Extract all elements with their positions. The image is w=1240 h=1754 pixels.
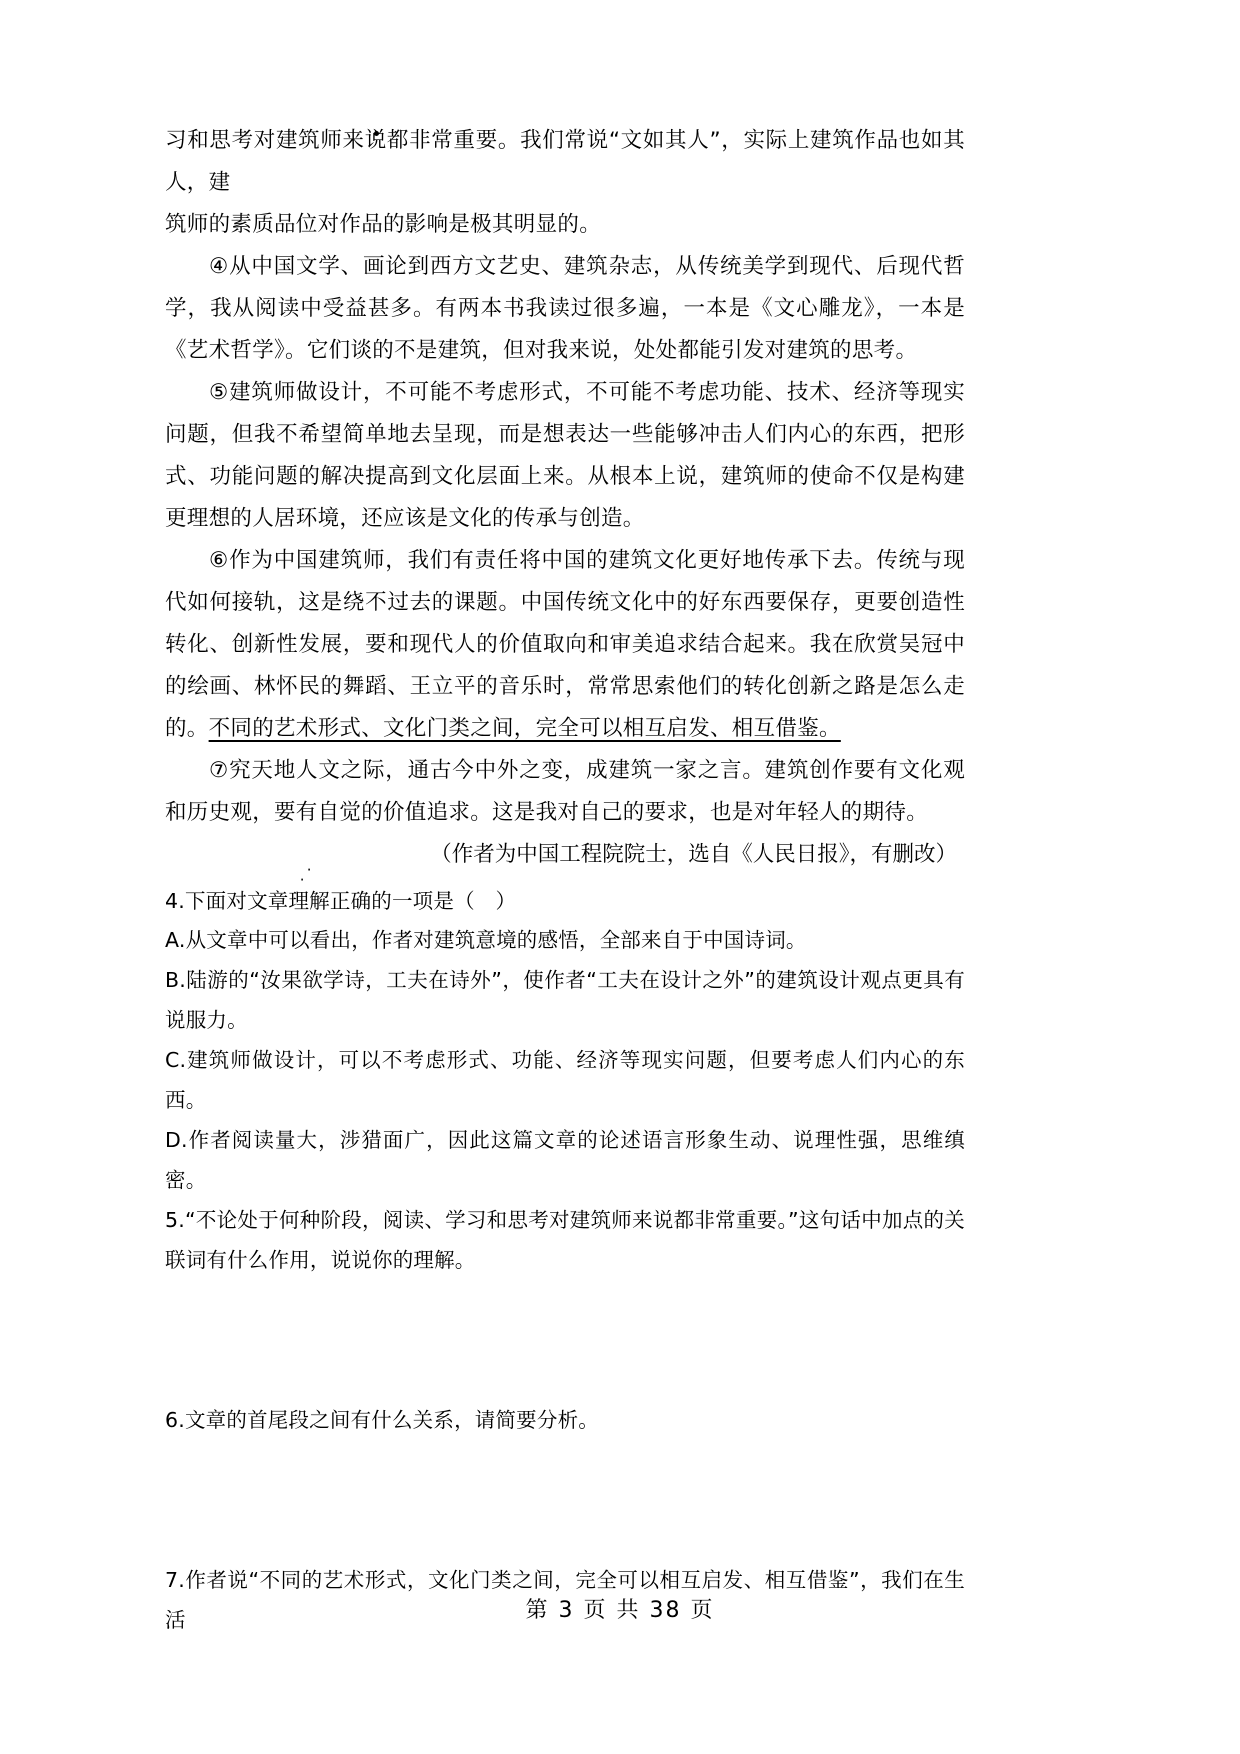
option-b-label: B.	[165, 968, 186, 992]
question-7-text: 作者说“不同的艺术形式，文化门类之间，完全可以相互启发、相互借鉴”，我们在生活	[165, 1568, 965, 1632]
option-c-text: 建筑师做设计，可以不考虑形式、功能、经济等现实问题，但要考虑人们内心的东西。	[165, 1048, 965, 1112]
question-4-stem-suffix: 正确的一项是（ ）	[329, 889, 517, 913]
option-a-label: A.	[165, 928, 186, 952]
option-d-text: 作者阅读量大，涉猎面广，因此这篇文章的论述语言形象生动、说理性强，思维缜密。	[165, 1128, 965, 1192]
passage-paragraph-4: ④从中国文学、画论到西方文艺史、建筑杂志，从传统美学到现代、后现代哲学，我从阅读中受益甚多。有两本书我读过很多遍，一本是《文心雕龙》，一本是《艺术哲学》。它们谈的不是建筑，但对我来说，处处都能引发对建筑的思考。	[165, 254, 965, 363]
passage-paragraph-6	[165, 540, 965, 750]
page-content	[165, 120, 965, 1640]
question-4-number: 4.	[165, 889, 185, 913]
passage-attribution: （作者为中国工程院院士，选自《人民日报》，有删改）	[430, 842, 957, 867]
question-4-stem	[165, 861, 965, 920]
passage-paragraph-6-underlined-sentence: 不同的艺术形式、文化门类之间，完全可以相互启发、相互借鉴。	[208, 716, 841, 741]
question-5-number: 5.	[165, 1208, 185, 1232]
option-a-text: 从文章中可以看出，作者对建筑意境的感悟，全部来自于中国诗词。	[185, 928, 807, 952]
option-d-label: D.	[165, 1128, 188, 1152]
passage-paragraph-3-tail-line1: 习和思考对建筑师来说都非常重要。我们常说“文如其人”，实际上建筑作品也如其人，建	[165, 128, 965, 195]
question-7-number: 7.	[165, 1568, 185, 1592]
question-4-emphasized-term	[288, 861, 330, 920]
option-b-text: 陆游的“汝果欲学诗，工夫在诗外”，使作者“工夫在设计之外”的建筑设计观点更具有说服力。	[165, 968, 965, 1032]
question-4-option-d	[165, 1120, 965, 1200]
question-6-answer-space	[165, 1440, 965, 1560]
passage-paragraph-5: ⑤建筑师做设计，不可能不考虑形式，不可能不考虑功能、技术、经济等现实问题，但我不希望简单地去呈现，而是想表达一些能够冲击人们内心的东西，把形式、功能问题的解决提高到文化层面上来。从根本上说，建筑师的使命不仅是构建更理想的人居环境，还应该是文化的传承与创造。	[165, 380, 965, 531]
question-4-stem-prefix: 下面对文章	[184, 889, 289, 913]
passage-paragraph-7: ⑦究天地人文之际，通古今中外之变，成建筑一家之言。建筑创作要有文化观和历史观，要有自觉的价值追求。这是我对自己的要求，也是对年轻人的期待。	[165, 758, 965, 825]
question-4-option-a	[165, 920, 965, 960]
page-footer	[0, 1593, 1240, 1624]
questions-block	[165, 861, 965, 1640]
option-c-label: C.	[165, 1048, 187, 1072]
question-6-text: 文章的首尾段之间有什么关系，请简要分析。	[184, 1408, 599, 1432]
question-4-emphasized-text: 理解	[288, 889, 330, 913]
passage-paragraph-6-text: ⑥作为中国建筑师，我们有责任将中国的建筑文化更好地传承下去。传统与现代如何接轨，这是绕不过去的课题。中国传统文化中的好东西要保存，更要创造性转化、创新性发展，要和现代人的价值取向和审美追求结合起来。我在欣赏吴冠中的绘画、林怀民的舞蹈、王立平的音乐时，常常思索他们的转化创新之路是怎么走的。	[165, 548, 965, 741]
question-4-option-b	[165, 960, 965, 1040]
question-4-option-c	[165, 1040, 965, 1120]
passage-paragraph-3-tail-line2: 筑师的素质品位对作品的影响是极其明显的。	[165, 212, 602, 237]
question-6	[165, 1400, 965, 1440]
page-number-label: 第 3 页 共 38 页	[525, 1598, 715, 1623]
question-5-text: “不论处于何种阶段，阅读、学习和思考对建筑师来说都非常重要。”这句话中加点的关联词有什么作用，说说你的理解。	[165, 1208, 965, 1272]
question-6-number: 6.	[165, 1408, 185, 1432]
question-5-answer-space	[165, 1280, 965, 1400]
emphasis-dots-icon: ··	[299, 861, 326, 889]
question-5	[165, 1200, 965, 1280]
